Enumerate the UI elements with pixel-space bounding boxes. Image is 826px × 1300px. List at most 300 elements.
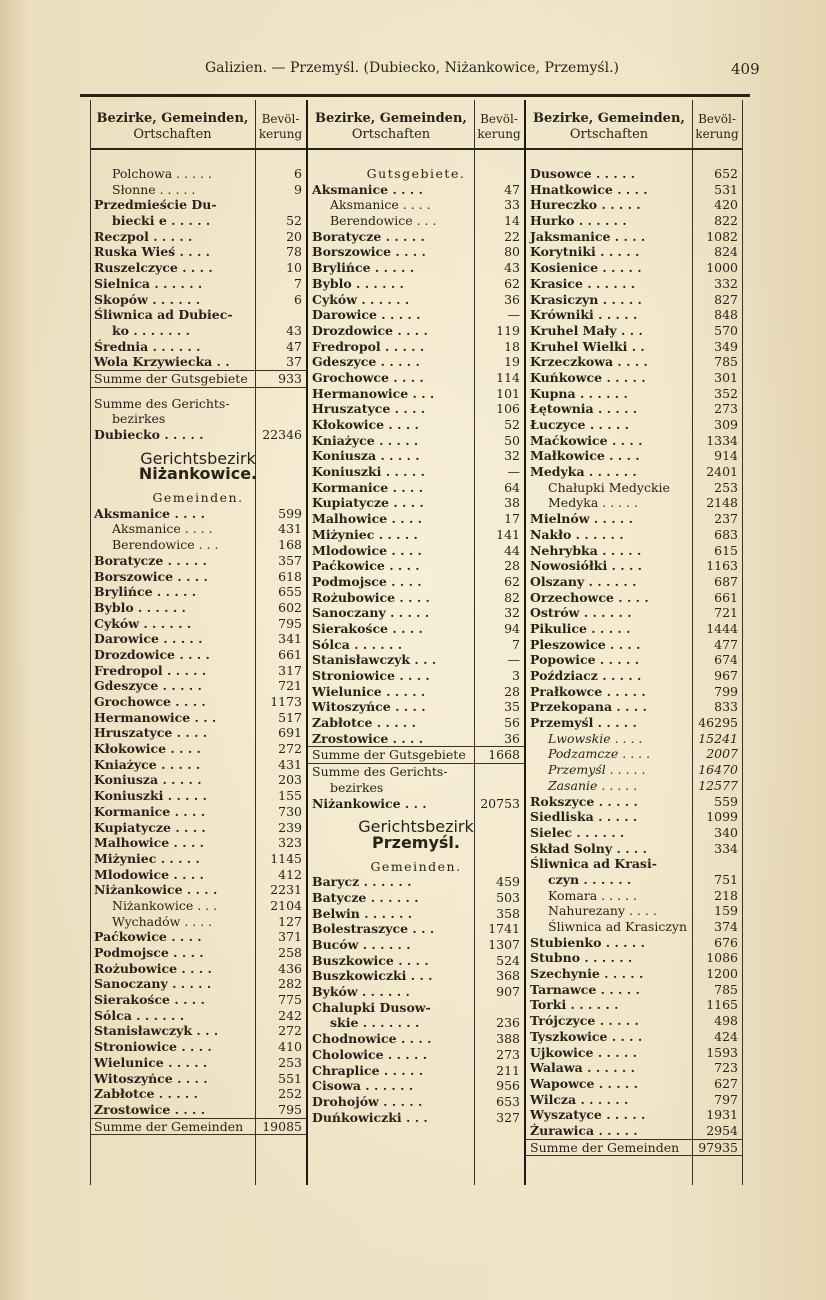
population-value: 459 xyxy=(496,874,520,890)
place-name: Summe des Gerichts- xyxy=(312,764,448,780)
place-name: Gemeinden. xyxy=(152,490,244,506)
table-row xyxy=(90,166,306,182)
population-value: 101 xyxy=(496,385,520,401)
population-value: 477 xyxy=(714,636,738,652)
population-value: 374 xyxy=(714,919,738,934)
population-value: 827 xyxy=(714,291,738,307)
table-row xyxy=(308,464,524,480)
population-value: 368 xyxy=(496,968,520,984)
table-row xyxy=(308,386,524,402)
population-value: 239 xyxy=(278,819,302,835)
place-name: Śliwnica ad Krasi- xyxy=(530,856,657,872)
population-value: 1099 xyxy=(706,809,738,825)
population-value: 80 xyxy=(504,244,520,260)
table-row xyxy=(526,684,742,700)
place-name: Cyków . . . . . . xyxy=(94,615,192,631)
place-name: Prałkowce . . . . . xyxy=(530,683,646,699)
population-value: 1200 xyxy=(706,966,738,982)
place-name: Gemeinden. xyxy=(370,858,462,874)
table-row xyxy=(308,796,524,812)
population-value: 691 xyxy=(278,725,302,741)
table-row xyxy=(526,339,742,355)
header-name-line2: Ortschaften xyxy=(351,127,431,142)
population-value: 56 xyxy=(504,715,520,731)
place-name: Koniuszki . . . . . xyxy=(94,788,207,804)
place-name: Summe der Gemeinden xyxy=(530,1139,680,1155)
place-name: Byblo . . . . . . xyxy=(312,275,404,291)
population-value: 119 xyxy=(496,322,520,338)
table-row xyxy=(90,694,306,710)
population-value: 236 xyxy=(496,1015,520,1031)
table-row xyxy=(526,605,742,621)
place-name: Łętownia . . . . . xyxy=(530,401,638,417)
table-row xyxy=(526,872,742,888)
place-name: Berendowice . . . xyxy=(330,213,437,229)
place-name: Ostrów . . . . . . xyxy=(530,605,632,621)
population-value: 82 xyxy=(504,589,520,605)
population-value: 785 xyxy=(714,981,738,997)
column-header-population xyxy=(692,102,742,152)
place-name: Mielnów . . . . . xyxy=(530,511,633,527)
place-name: Hermanowice . . . xyxy=(312,385,435,401)
place-name: Aksmanice . . . . xyxy=(112,521,213,537)
table-row xyxy=(526,652,742,668)
population-value: 19085 xyxy=(262,1118,302,1134)
table-row xyxy=(308,764,524,780)
place-name: Chraplice . . . . . xyxy=(312,1062,424,1078)
table-row xyxy=(308,1015,524,1031)
table-row xyxy=(308,851,524,859)
population-value: 47 xyxy=(504,181,520,197)
table-row xyxy=(90,553,306,569)
place-name: Gdeszyce . . . . . xyxy=(94,678,202,694)
table-row xyxy=(308,1094,524,1110)
table-row xyxy=(308,244,524,260)
population-value: 19 xyxy=(504,354,520,370)
population-value: 503 xyxy=(496,889,520,905)
place-name: Sólca . . . . . . xyxy=(94,1007,185,1023)
table-row xyxy=(308,307,524,323)
place-name: Niżankowice . . . xyxy=(112,897,218,913)
table-row xyxy=(526,966,742,982)
place-name: Aksmanice . . . . xyxy=(330,197,431,213)
place-name: Drohojów . . . . . xyxy=(312,1093,423,1109)
population-value: 309 xyxy=(714,417,738,432)
place-name: Hruszatyce . . . . xyxy=(312,401,426,417)
place-name: Grochowce . . . . xyxy=(312,369,424,385)
population-value: 652 xyxy=(714,166,738,181)
place-name: Niżankowice . . . xyxy=(312,795,427,811)
place-name: Podmojsce . . . . xyxy=(94,945,204,960)
place-name: Skład Solny . . . . xyxy=(530,840,647,856)
table-row xyxy=(90,229,306,245)
table-row xyxy=(526,495,742,511)
table-row xyxy=(90,490,306,506)
population-value: 52 xyxy=(286,213,302,229)
place-name: Summe der Gemeinden xyxy=(94,1118,244,1134)
table-row xyxy=(308,605,524,621)
table-row xyxy=(90,1039,306,1055)
place-name: Reczpol . . . . . xyxy=(94,228,193,244)
place-name: Buszkowiczki . . . xyxy=(312,968,433,984)
population-value: 155 xyxy=(278,788,302,804)
place-name: Mlodowice . . . . xyxy=(312,542,422,558)
population-value: 1307 xyxy=(488,937,520,952)
table-row xyxy=(90,537,306,553)
place-name: Zabłotce . . . . . xyxy=(312,715,416,731)
population-value: 1165 xyxy=(706,997,738,1013)
column-divider xyxy=(742,100,743,1185)
place-name: Kupna . . . . . . xyxy=(530,385,628,401)
column-header-population xyxy=(474,102,524,152)
place-name: Pikulice . . . . . xyxy=(530,620,631,636)
place-name: Zrostowice . . . . xyxy=(94,1101,206,1117)
place-name: Wilcza . . . . . . xyxy=(530,1091,629,1107)
place-name: Sielnica . . . . . . xyxy=(94,275,203,291)
place-name: Fredropol . . . . . xyxy=(312,338,425,354)
table-row xyxy=(90,213,306,229)
table-row xyxy=(90,370,306,388)
population-value: 559 xyxy=(714,793,738,809)
population-value: 517 xyxy=(278,709,302,725)
population-value: 211 xyxy=(496,1062,520,1078)
table-row xyxy=(526,1013,742,1029)
table-row xyxy=(90,396,306,412)
place-name: Gerichtsbezirk xyxy=(140,448,256,468)
table-row xyxy=(308,715,524,731)
place-name: Darowice . . . . . xyxy=(94,631,203,647)
table-row xyxy=(526,825,742,841)
population-value: 524 xyxy=(496,952,520,968)
population-value: 258 xyxy=(278,945,302,960)
population-value: 721 xyxy=(278,678,302,694)
place-name: Brylińce . . . . . xyxy=(94,584,197,600)
table-row xyxy=(526,1060,742,1076)
population-value: 751 xyxy=(714,871,738,887)
population-value: 22 xyxy=(504,228,520,244)
table-row xyxy=(90,1023,306,1039)
table-row xyxy=(90,820,306,836)
table-row xyxy=(90,182,306,198)
table-row xyxy=(90,1118,306,1136)
place-name: Rokszyce . . . . . xyxy=(530,793,638,809)
population-value: 272 xyxy=(278,741,302,757)
header-pop-line1: Bevöl- xyxy=(261,112,300,126)
table-row xyxy=(526,1029,742,1045)
population-value: 2401 xyxy=(706,464,738,480)
running-head: Galizien. — Przemyśl. (Dubiecko, Niżankowice, Przemyśl.) xyxy=(205,60,619,76)
population-value: 848 xyxy=(714,307,738,323)
population-value: 37 xyxy=(286,354,302,370)
table-row xyxy=(90,835,306,851)
place-name: Walawa . . . . . . xyxy=(530,1060,635,1076)
place-name: Summe des Gerichts- xyxy=(94,395,230,411)
place-name: Koniusza . . . . . xyxy=(94,772,202,788)
table-row xyxy=(526,448,742,464)
population-value: 531 xyxy=(714,181,738,197)
population-value: 412 xyxy=(278,866,302,882)
table-row xyxy=(526,668,742,684)
population-value: 168 xyxy=(278,537,302,553)
place-name: Wola Krzywiecka . . xyxy=(94,354,230,370)
place-name: Słonne . . . . . xyxy=(112,181,196,197)
population-value: 6 xyxy=(294,291,302,307)
table-row xyxy=(308,590,524,606)
table-row xyxy=(526,213,742,229)
population-value: 17 xyxy=(504,511,520,527)
population-value: 323 xyxy=(278,835,302,851)
place-name: Wielunice . . . . . xyxy=(312,683,426,699)
table-row xyxy=(90,741,306,757)
table-row xyxy=(526,574,742,590)
table-row xyxy=(90,323,306,339)
table-row xyxy=(90,678,306,694)
place-name: Hnatkowice . . . . xyxy=(530,181,648,197)
place-name: Szechynie . . . . . xyxy=(530,966,644,982)
place-name: czyn . . . . . . xyxy=(548,871,632,887)
table-row xyxy=(526,276,742,292)
place-name: Cyków . . . . . . xyxy=(312,291,410,307)
place-name: Fredropol . . . . . xyxy=(94,662,207,678)
place-name: Przemyśl. xyxy=(372,832,460,852)
place-name: Olszany . . . . . . xyxy=(530,573,637,589)
place-name: Barycz . . . . . . xyxy=(312,874,412,890)
place-name: Torki . . . . . . xyxy=(530,997,619,1013)
place-name: Tyszkowice . . . . xyxy=(530,1028,643,1044)
population-value: 357 xyxy=(278,552,302,568)
table-row xyxy=(90,482,306,490)
table-row xyxy=(308,229,524,245)
population-value: 785 xyxy=(714,354,738,370)
population-value: 43 xyxy=(504,260,520,276)
population-value: 237 xyxy=(714,511,738,527)
place-name: Podzamcze . . . . xyxy=(548,746,651,762)
place-name: Stroniowice . . . . xyxy=(312,668,430,683)
table-row xyxy=(526,731,742,747)
table-row xyxy=(90,914,306,930)
population-value: 35 xyxy=(504,699,520,715)
place-name: Korytniki . . . . . xyxy=(530,244,640,260)
place-name: bezirkes xyxy=(330,779,384,795)
table-row xyxy=(526,919,742,935)
population-value: 822 xyxy=(714,213,738,229)
header-pop-line2: kerung xyxy=(695,127,739,141)
population-value: 327 xyxy=(496,1109,520,1125)
table-row xyxy=(308,1110,524,1126)
place-name: Zasanie . . . . . xyxy=(548,777,638,793)
place-name: Poździacz . . . . . xyxy=(530,668,642,683)
column-header-name xyxy=(526,102,692,152)
table-row xyxy=(90,647,306,663)
population-value: 12577 xyxy=(698,777,738,793)
population-value: 721 xyxy=(714,605,738,621)
population-value: 618 xyxy=(278,568,302,584)
place-name: Paćkowice . . . . xyxy=(312,558,420,574)
table-row xyxy=(526,1045,742,1061)
population-value: 18 xyxy=(504,338,520,354)
population-value: 1593 xyxy=(706,1044,738,1060)
population-value: 388 xyxy=(496,1031,520,1047)
table-row xyxy=(526,841,742,857)
population-value: 273 xyxy=(714,401,738,417)
table-row xyxy=(308,511,524,527)
place-name: Popowice . . . . . xyxy=(530,652,640,668)
table-row xyxy=(526,229,742,245)
population-value: 967 xyxy=(714,668,738,683)
column-header-name xyxy=(90,102,255,152)
place-name: Summe der Gutsgebiete xyxy=(312,747,466,763)
table-row xyxy=(526,511,742,527)
table-row xyxy=(526,1139,742,1157)
place-name: Chalupki Dusow- xyxy=(312,999,431,1015)
table-row xyxy=(526,856,742,872)
table-row xyxy=(90,1086,306,1102)
table-row xyxy=(308,433,524,449)
place-name: Drozdowice . . . . xyxy=(312,322,428,338)
table-row xyxy=(308,953,524,969)
place-name: Gdeszyce . . . . . xyxy=(312,354,420,370)
place-name: Bolestraszyce . . . xyxy=(312,921,435,937)
population-value: 795 xyxy=(278,1101,302,1117)
table-row xyxy=(526,950,742,966)
place-name: Nowosiółki . . . . xyxy=(530,558,643,574)
population-value: 833 xyxy=(714,699,738,715)
table-row xyxy=(526,762,742,778)
table-row xyxy=(90,882,306,898)
table-row xyxy=(526,590,742,606)
table-row xyxy=(308,480,524,496)
table-row xyxy=(308,558,524,574)
table-row xyxy=(90,976,306,992)
place-name: Belwin . . . . . . xyxy=(312,905,413,921)
table-row xyxy=(308,401,524,417)
population-value: 301 xyxy=(714,369,738,385)
table-row xyxy=(308,746,524,764)
population-value: 775 xyxy=(278,992,302,1008)
table-row xyxy=(526,1092,742,1108)
table-row xyxy=(90,867,306,883)
population-value: 2954 xyxy=(706,1122,738,1138)
population-value: 242 xyxy=(278,1007,302,1023)
population-value: 1163 xyxy=(706,558,738,574)
place-name: Boratycze . . . . . xyxy=(94,552,207,568)
place-name: Buców . . . . . . xyxy=(312,937,411,952)
table-row xyxy=(308,1078,524,1094)
place-name: Malhowice . . . . xyxy=(312,511,422,527)
place-name: Tarnawce . . . . . xyxy=(530,981,640,997)
table-row xyxy=(308,574,524,590)
place-name: Dusowce . . . . . xyxy=(530,166,636,181)
header-name-line2: Ortschaften xyxy=(133,127,212,142)
population-value: 627 xyxy=(714,1075,738,1091)
place-name: Śliwnica ad Dubiec- xyxy=(94,307,233,323)
population-value: 46295 xyxy=(698,715,738,731)
table-row xyxy=(90,276,306,292)
population-value: 1086 xyxy=(706,950,738,966)
table-row xyxy=(90,851,306,867)
place-name: Chodnowice . . . . xyxy=(312,1031,432,1047)
place-name: Nahurezany . . . . xyxy=(548,903,657,919)
place-name: Trójczyce . . . . . xyxy=(530,1013,639,1029)
column-header-population xyxy=(255,102,306,152)
population-value: 914 xyxy=(714,448,738,464)
place-name: Cholowice . . . . . xyxy=(312,1046,428,1062)
header-name-line2: Ortschaften xyxy=(569,127,649,142)
population-value: 3 xyxy=(512,668,520,683)
place-name: Wapowce . . . . . xyxy=(530,1075,638,1091)
header-pop-line2: kerung xyxy=(258,127,303,141)
place-name: Śliwnica ad Krasiczyn xyxy=(548,919,688,934)
population-value: 28 xyxy=(504,683,520,699)
population-value: 358 xyxy=(496,905,520,921)
place-name: Sielec . . . . . . xyxy=(530,824,625,840)
place-name: Kormanice . . . . xyxy=(312,479,424,495)
population-value: 683 xyxy=(714,526,738,542)
table-row xyxy=(526,543,742,559)
population-value: 602 xyxy=(278,599,302,615)
population-value: 2231 xyxy=(270,882,302,898)
place-name: Kłokowice . . . . xyxy=(94,741,201,757)
table-row xyxy=(526,354,742,370)
place-name: Kupiatycze . . . . xyxy=(94,819,206,835)
population-value: 2148 xyxy=(706,495,738,511)
place-name: Krasice . . . . . . xyxy=(530,275,636,291)
table-row xyxy=(90,788,306,804)
table-row xyxy=(90,584,306,600)
place-name: Stanisławczyk . . . xyxy=(94,1023,219,1039)
table-row xyxy=(526,260,742,276)
table-row xyxy=(90,354,306,370)
table-row xyxy=(308,699,524,715)
place-name: Żurawica . . . . . xyxy=(530,1122,638,1138)
table-row xyxy=(308,637,524,653)
table-row xyxy=(308,859,524,875)
place-name: Rożubowice . . . . xyxy=(94,960,212,976)
population-value: 50 xyxy=(504,432,520,448)
population-value: 15241 xyxy=(698,730,738,746)
place-name: Łuczyce . . . . . xyxy=(530,417,630,432)
place-name: Summe der Gutsgebiete xyxy=(94,370,248,386)
place-name: Kłokowice . . . . xyxy=(312,417,419,432)
table-row xyxy=(308,260,524,276)
page-number: 409 xyxy=(731,60,760,78)
place-name: Kosienice . . . . . xyxy=(530,260,642,276)
place-name: Wychadów . . . . xyxy=(112,913,213,929)
population-value: 661 xyxy=(278,646,302,662)
place-name: Medyka . . . . . . xyxy=(530,464,637,480)
population-value: 114 xyxy=(496,369,520,385)
population-value: 282 xyxy=(278,976,302,992)
table-row xyxy=(308,890,524,906)
table-row xyxy=(526,997,742,1013)
population-value: 1000 xyxy=(706,260,738,276)
place-name: Niżankowice . . . . xyxy=(94,882,218,898)
population-value: 674 xyxy=(714,652,738,668)
place-name: Borszowice . . . . xyxy=(312,244,426,260)
table-row xyxy=(526,558,742,574)
place-name: skie . . . . . . . xyxy=(330,1015,420,1031)
table-row xyxy=(308,292,524,308)
population-value: 20753 xyxy=(480,795,520,811)
population-value: 272 xyxy=(278,1023,302,1039)
table-row xyxy=(90,292,306,308)
place-name: Zrostowice . . . . xyxy=(312,730,424,746)
place-name: Małkowice . . . . xyxy=(530,448,640,464)
place-name: Byków . . . . . . xyxy=(312,984,410,1000)
place-name: Kruhel Wielki . . xyxy=(530,338,645,354)
place-name: Kupiatycze . . . . xyxy=(312,495,424,511)
population-value: 410 xyxy=(278,1039,302,1055)
